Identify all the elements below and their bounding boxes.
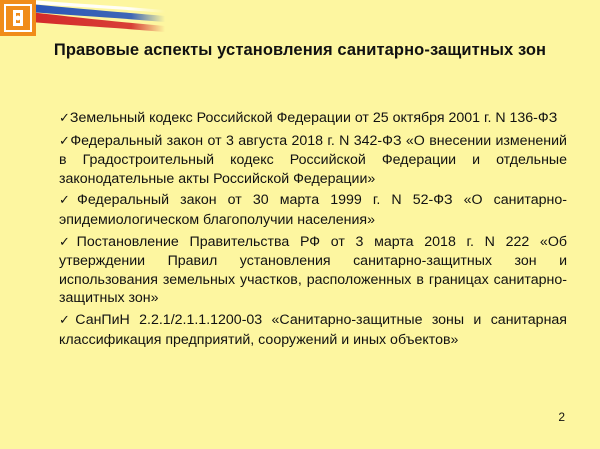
list-item: ✓Федеральный закон от 3 августа 2018 г. N 342-ФЗ «О внесении изменений в Градостроительный кодекс Российской Федерации и отдельные законодательные акты Российской Федерации»	[59, 132, 567, 187]
checkmark-icon: ✓	[59, 111, 70, 126]
page-number: 2	[558, 410, 565, 424]
legal-acts-list	[59, 109, 567, 352]
rospotrebnadzor-emblem-icon	[0, 0, 36, 36]
list-item: ✓Федеральный закон от 30 марта 1999 г. N 52-ФЗ «О санитарно-эпидемиологическом благополучии населения»	[59, 192, 567, 228]
list-item: ✓Земельный кодекс Российской Федерации от 25 октября 2001 г. N 136-ФЗ	[59, 110, 558, 126]
list-item: ✓Постановление Правительства РФ от 3 марта 2018 г. N 222 «Об утверждении Правил установления санитарно-защитных зон и использования земельных участков, расположенных в границах санитарно-защитных зон»	[59, 233, 567, 307]
checkmark-icon: ✓	[59, 234, 77, 250]
slide-title: Правовые аспекты установления санитарно-защитных зон	[53, 41, 547, 59]
checkmark-icon: ✓	[59, 312, 76, 328]
checkmark-icon: ✓	[59, 193, 78, 209]
checkmark-icon: ✓	[59, 133, 71, 149]
list-item: ✓СанПиН 2.2.1/2.1.1.1200-03 «Санитарно-защитные зоны и санитарная классификация предприятий, сооружений и иных объектов»	[59, 311, 567, 348]
